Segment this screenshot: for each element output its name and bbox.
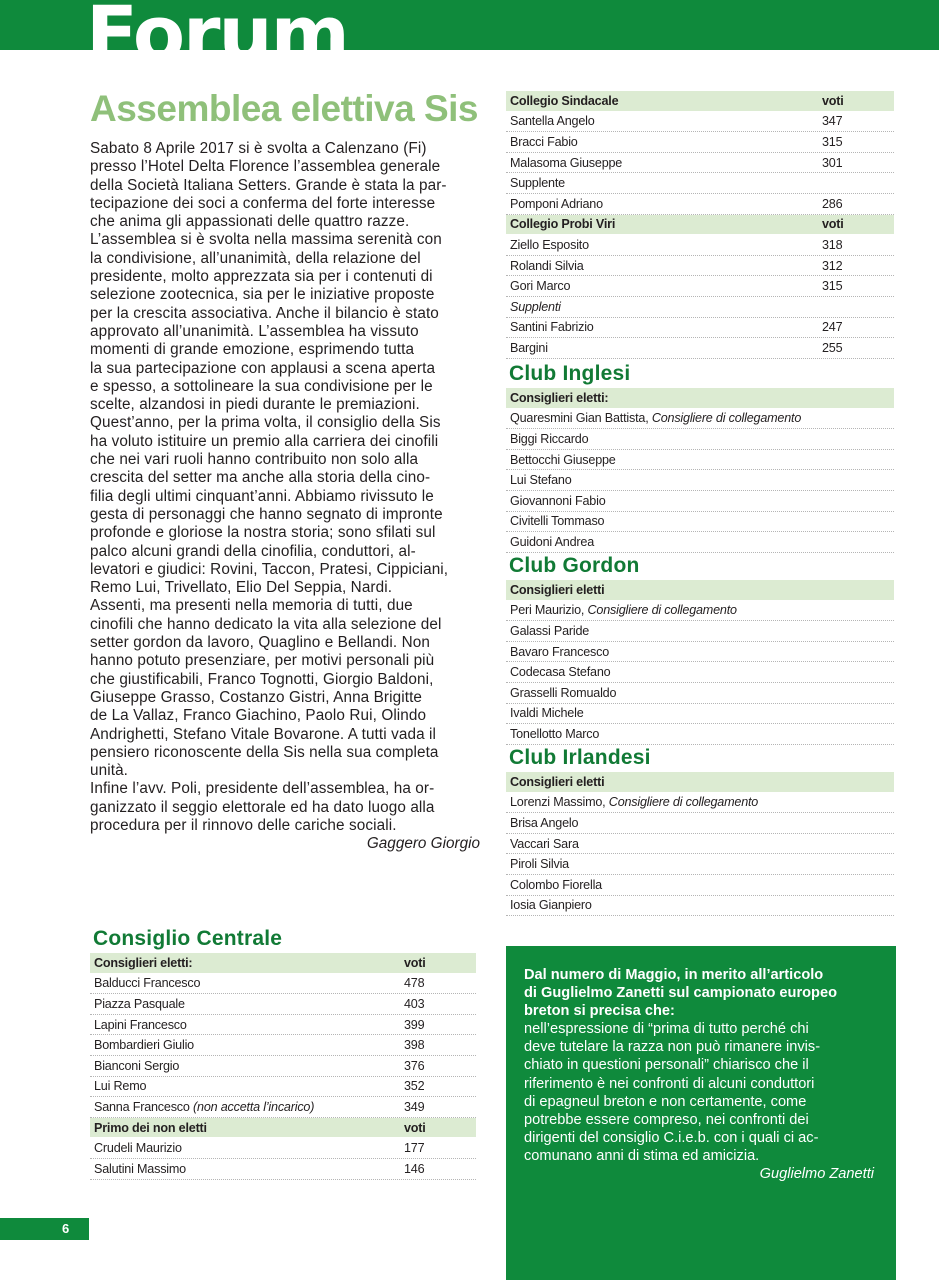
table-row (506, 112, 894, 133)
article-line: Infine l’avv. Poli, presidente dell’assemblea, ha or- (90, 780, 435, 798)
row-name (510, 706, 894, 720)
row-name-text: Lui Remo (94, 1079, 147, 1094)
row-name-text: Bettocchi Giuseppe (510, 452, 616, 467)
row-name-text: Giovannoni Fabio (510, 493, 606, 508)
table-row (506, 409, 894, 430)
row-votes: 146 (404, 1161, 425, 1176)
row-name (510, 320, 822, 334)
table-row (506, 813, 894, 834)
article-line: che giustificabili, Franco Tognotti, Giorgio Baldoni, (90, 670, 434, 688)
table-row (506, 724, 894, 745)
table-row (90, 1035, 476, 1056)
consiglio-centrale-table (90, 927, 476, 1180)
club-irlandesi-rows (506, 772, 894, 916)
row-votes: 403 (404, 996, 425, 1011)
table-row (506, 173, 894, 194)
row-name-text: Pomponi Adriano (510, 196, 603, 211)
row-name (510, 156, 822, 170)
row-name-text: Biggi Riccardo (510, 431, 589, 446)
row-name (510, 94, 822, 108)
table-row (90, 1138, 476, 1159)
row-name-text: Santini Fabrizio (510, 320, 594, 335)
row-name (94, 1121, 404, 1135)
table-row (506, 512, 894, 533)
row-name (510, 645, 894, 659)
row-name-text: Rolandi Silvia (510, 258, 584, 273)
table-row (506, 318, 894, 339)
article-line: unità. (90, 762, 129, 780)
row-name-text: Sanna Francesco (94, 1099, 190, 1114)
article-line: filia degli ultimi cinquant’anni. Abbiamo rivissuto le (90, 487, 434, 505)
table-row (506, 896, 894, 917)
row-name-text: Gori Marco (510, 279, 571, 294)
table-header-row (506, 91, 894, 112)
row-votes: 247 (822, 320, 843, 335)
table-row (506, 491, 894, 512)
row-votes: 315 (822, 279, 843, 294)
club-inglesi-rows (506, 388, 894, 553)
article-author: Gaggero Giorgio (366, 835, 480, 853)
notice-body-line: dirigenti del consiglio C.i.e.b. con i quali ci ac- (524, 1129, 819, 1146)
row-name-text: Bracci Fabio (510, 134, 578, 149)
row-votes: 318 (822, 237, 843, 252)
row-name-text: Consiglieri eletti (510, 774, 605, 789)
table-row (90, 1015, 476, 1036)
collegi-rows (506, 91, 894, 359)
club-gordon-table (506, 554, 894, 745)
table-header-row (506, 388, 894, 409)
row-name (510, 411, 894, 425)
row-name (510, 473, 894, 487)
table-row (506, 704, 894, 725)
row-name (510, 300, 822, 314)
row-name-text: Consiglieri eletti (510, 582, 605, 597)
table-row (506, 683, 894, 704)
notice-heading-line: di Guglielmo Zanetti sul campionato europeo (524, 985, 837, 1002)
article-line: palco alcuni grandi della cinofilia, conduttori, al- (90, 542, 416, 560)
table-row (506, 854, 894, 875)
notice-body-line: riferimento è nei confronti di alcuni conduttori (524, 1075, 815, 1092)
article-line: tecipazione dei soci a conferma del forte interesse (90, 194, 436, 212)
article-line: setter gordon da lavoro, Quaglino e Bellandi. Non (90, 634, 430, 652)
club-inglesi-table (506, 362, 894, 553)
row-name-text: Collegio Probi Viri (510, 217, 616, 232)
row-name (510, 775, 894, 789)
row-name-text: Collegio Sindacale (510, 93, 619, 108)
row-name (510, 514, 894, 528)
table-row (506, 132, 894, 153)
article-line: procedura per il rinnovo delle cariche sociali. (90, 816, 397, 834)
table-row (90, 994, 476, 1015)
row-votes: 349 (404, 1099, 425, 1114)
table-row (506, 256, 894, 277)
table-row (506, 470, 894, 491)
row-name (510, 535, 894, 549)
row-votes: 312 (822, 258, 843, 273)
row-name-text: Ivaldi Michele (510, 706, 584, 721)
row-name (510, 898, 894, 912)
row-name-text: Piazza Pasquale (94, 996, 185, 1011)
row-votes: 347 (822, 114, 843, 129)
row-name (510, 727, 894, 741)
table-row (506, 338, 894, 359)
table-header-row (506, 215, 894, 236)
collegi-table (506, 91, 894, 359)
row-name (94, 1100, 404, 1114)
row-votes: voti (404, 1120, 426, 1135)
article-line: crescita del setter ma anche alla storia della cino- (90, 469, 431, 487)
row-name-text: Colombo Fiorella (510, 877, 602, 892)
consiglio-centrale-heading: Consiglio Centrale (93, 927, 283, 950)
table-row (90, 1097, 476, 1118)
row-name-text: Bargini (510, 340, 548, 355)
row-name-text: Grasselli Romualdo (510, 685, 617, 700)
article-line: Quest’anno, per la prima volta, il consiglio della Sis (90, 414, 441, 432)
row-votes: 398 (404, 1038, 425, 1053)
table-row (506, 601, 894, 622)
article-line: cinofili che hanno dedicato la vita alla selezione del (90, 615, 442, 633)
table-row (90, 974, 476, 995)
row-name-text: Consiglieri eletti: (510, 390, 609, 405)
row-note: Consigliere di collegamento (651, 411, 802, 426)
article-line: Andrighetti, Stefano Vitale Bovarone. A tutti vada il (90, 725, 437, 743)
row-votes: 399 (404, 1017, 425, 1032)
row-name (510, 135, 822, 149)
table-row (506, 153, 894, 174)
notice-body (524, 1020, 874, 1165)
row-name-text: Vaccari Sara (510, 836, 579, 851)
row-note: Consigliere di collegamento (608, 795, 759, 810)
row-name-text: Quaresmini Gian Battista, (510, 411, 649, 426)
table-row (506, 276, 894, 297)
article-line: ganizzato il seggio elettorale ed ha dato luogo alla (90, 798, 435, 816)
notice-body-line: comunano anni di stima ed amicizia. (524, 1147, 760, 1164)
table-row (90, 1056, 476, 1077)
notice-signature: Guglielmo Zanetti (759, 1166, 874, 1183)
row-name (510, 837, 894, 851)
row-name (510, 686, 894, 700)
row-name-text: Bianconi Sergio (94, 1058, 180, 1073)
row-name (510, 857, 894, 871)
article-line: la condivisione, all’unanimità, della relazione del (90, 249, 421, 267)
table-row (90, 1077, 476, 1098)
row-name (510, 603, 894, 617)
row-name-text: Supplente (510, 176, 565, 191)
row-name-text: Codecasa Stefano (510, 665, 611, 680)
article-line: che nei vari ruoli hanno contribuito non solo alla (90, 451, 419, 469)
notice-heading-line: Dal numero di Maggio, in merito all’articolo (524, 967, 824, 983)
table-header-row (506, 580, 894, 601)
row-name (510, 624, 894, 638)
table-row (506, 194, 894, 215)
row-name (510, 665, 894, 679)
notice-body-line: deve tutelare la razza non può rimanere invis- (524, 1039, 821, 1056)
article-title: Assemblea elettiva Sis (90, 88, 478, 129)
row-votes: 255 (822, 340, 843, 355)
section-title: Forum (86, 0, 348, 78)
article-line: la sua partecipazione con applausi a scena aperta (90, 359, 436, 377)
article-line: Giuseppe Grasso, Costanzo Gistri, Anna Brigitte (90, 688, 423, 706)
row-name-text: Tonellotto Marco (510, 726, 600, 741)
row-name-text: Civitelli Tommaso (510, 514, 605, 529)
consiglio-centrale-rows (90, 953, 476, 1180)
article-line: approvato all’unanimità. L’assemblea ha vissuto (90, 322, 419, 340)
row-name (510, 391, 894, 405)
table-row (506, 429, 894, 450)
article-line: hanno potuto presenziare, per motivi personali più (90, 652, 435, 670)
article-body (90, 140, 480, 835)
row-name (94, 1038, 404, 1052)
row-name (94, 1141, 404, 1155)
article-line: Assenti, ma presenti nella memoria di tutti, due (90, 597, 413, 615)
table-row (506, 793, 894, 814)
row-name-text: Piroli Silvia (510, 857, 569, 872)
row-name (510, 583, 894, 597)
row-name-text: Bombardieri Giulio (94, 1038, 194, 1053)
row-name (510, 176, 822, 190)
club-inglesi-heading: Club Inglesi (509, 362, 631, 385)
article-line: gesta di personaggi che hanno segnato di impronte (90, 505, 443, 523)
row-name (510, 453, 894, 467)
table-row (506, 662, 894, 683)
row-name-text: Iosia Gianpiero (510, 898, 592, 913)
row-name-text: Crudeli Maurizio (94, 1141, 182, 1156)
table-header-row (90, 1118, 476, 1139)
row-name (510, 341, 822, 355)
club-gordon-heading: Club Gordon (509, 554, 640, 577)
article-line: presidente, molto apprezzata sia per i contenuti di (90, 268, 433, 286)
notice-heading (524, 966, 874, 1020)
row-name (510, 432, 894, 446)
page-number: 6 (62, 1221, 70, 1236)
row-name-text: Supplenti (510, 299, 561, 314)
row-name-text: Salutini Massimo (94, 1161, 186, 1176)
row-name (510, 816, 894, 830)
row-name-text: Lorenzi Massimo, (510, 795, 606, 810)
row-votes: 301 (822, 155, 843, 170)
row-name (510, 494, 894, 508)
article-line: ha voluto istituire un premio alla carriera dei cinofili (90, 432, 439, 450)
row-votes: voti (822, 93, 844, 108)
article-line: Sabato 8 Aprile 2017 si è svolta a Calenzano (Fi) (90, 140, 427, 157)
row-name (510, 238, 822, 252)
row-name (510, 279, 822, 293)
article-line: presso l’Hotel Delta Florence l’assemblea generale (90, 158, 441, 176)
article-line: levatori e giudici: Rovini, Taccon, Pratesi, Cippiciani, (90, 560, 449, 578)
row-note: (non accetta l’incarico) (193, 1099, 315, 1114)
page-number-badge (0, 1218, 89, 1240)
club-irlandesi-table (506, 746, 894, 916)
article-line: della Società Italiana Setters. Grande è stata la par- (90, 176, 447, 194)
row-votes: 315 (822, 134, 843, 149)
notice-body-line: di epagneul breton e non certamente, come (524, 1093, 807, 1110)
row-votes: voti (404, 955, 426, 970)
row-name (510, 878, 894, 892)
row-name-text: Lui Stefano (510, 473, 572, 488)
row-votes: 478 (404, 976, 425, 991)
row-name-text: Lapini Francesco (94, 1017, 187, 1032)
notice-box (506, 946, 896, 1280)
row-votes: 177 (404, 1141, 425, 1156)
row-name (94, 976, 404, 990)
row-name-text: Peri Maurizio, (510, 603, 585, 618)
article-line: de La Vallaz, Franco Giachino, Paolo Rui, Olindo (90, 707, 427, 725)
row-name (510, 217, 822, 231)
row-name (510, 197, 822, 211)
article-line: selezione zootecnica, sia per le iniziative proposte (90, 286, 435, 304)
notice-body-line: nell’espressione di “prima di tutto perché chi (524, 1021, 809, 1038)
row-votes: voti (822, 217, 844, 232)
table-row (506, 875, 894, 896)
row-name-text: Consiglieri eletti: (94, 955, 193, 970)
row-name-text: Santella Angelo (510, 114, 595, 129)
row-name (94, 1018, 404, 1032)
row-name-text: Ziello Esposito (510, 237, 589, 252)
row-name (510, 259, 822, 273)
row-name-text: Malasoma Giuseppe (510, 155, 623, 170)
row-name (94, 1059, 404, 1073)
article-line: momenti di grande emozione, esprimendo tutta (90, 341, 415, 359)
table-row (506, 450, 894, 471)
table-row (506, 235, 894, 256)
row-name (510, 795, 894, 809)
table-row (506, 621, 894, 642)
notice-body-line: chiato in questioni personali” chiarisco che il (524, 1057, 809, 1074)
article-line: pensiero riconoscente della Sis nella sua completa (90, 743, 439, 761)
table-header-row (90, 953, 476, 974)
article-line: profonde e gloriose la nostra storia; sono sfilati sul (90, 524, 436, 542)
row-name (510, 114, 822, 128)
row-name-text: Guidoni Andrea (510, 534, 595, 549)
row-name-text: Primo dei non eletti (94, 1120, 207, 1135)
club-irlandesi-heading: Club Irlandesi (509, 746, 651, 769)
article (90, 140, 480, 854)
article-line: per la crescita associativa. Anche il bilancio è stato (90, 304, 439, 322)
table-row (506, 297, 894, 318)
row-name-text: Balducci Francesco (94, 976, 201, 991)
article-line: scelte, alzandosi in piedi durante le premiazioni. (90, 396, 420, 414)
row-votes: 352 (404, 1079, 425, 1094)
notice-heading-line: breton si precisa che: (524, 1003, 675, 1020)
row-name (94, 997, 404, 1011)
table-row (506, 834, 894, 855)
club-gordon-rows (506, 580, 894, 745)
table-row (506, 532, 894, 553)
row-votes: 286 (822, 196, 843, 211)
row-name (94, 1079, 404, 1093)
row-name-text: Galassi Paride (510, 623, 590, 638)
article-line: che anima gli appassionati delle quattro razze. (90, 213, 410, 231)
table-row (506, 642, 894, 663)
article-line: e spesso, a sottolineare la sua condivisione per le (90, 377, 433, 395)
row-name-text: Brisa Angelo (510, 815, 579, 830)
row-note: Consigliere di collegamento (587, 603, 737, 618)
article-line: Remo Lui, Trivellato, Elio Del Seppia, Nardi. (90, 579, 393, 597)
article-line: L’assemblea si è svolta nella massima serenità con (90, 231, 442, 249)
row-votes: 376 (404, 1058, 425, 1073)
notice-body-line: potrebbe essere compreso, nei confronti dei (524, 1111, 809, 1128)
row-name (94, 956, 404, 970)
table-header-row (506, 772, 894, 793)
row-name-text: Bavaro Francesco (510, 644, 609, 659)
table-row (90, 1159, 476, 1180)
row-name (94, 1162, 404, 1176)
